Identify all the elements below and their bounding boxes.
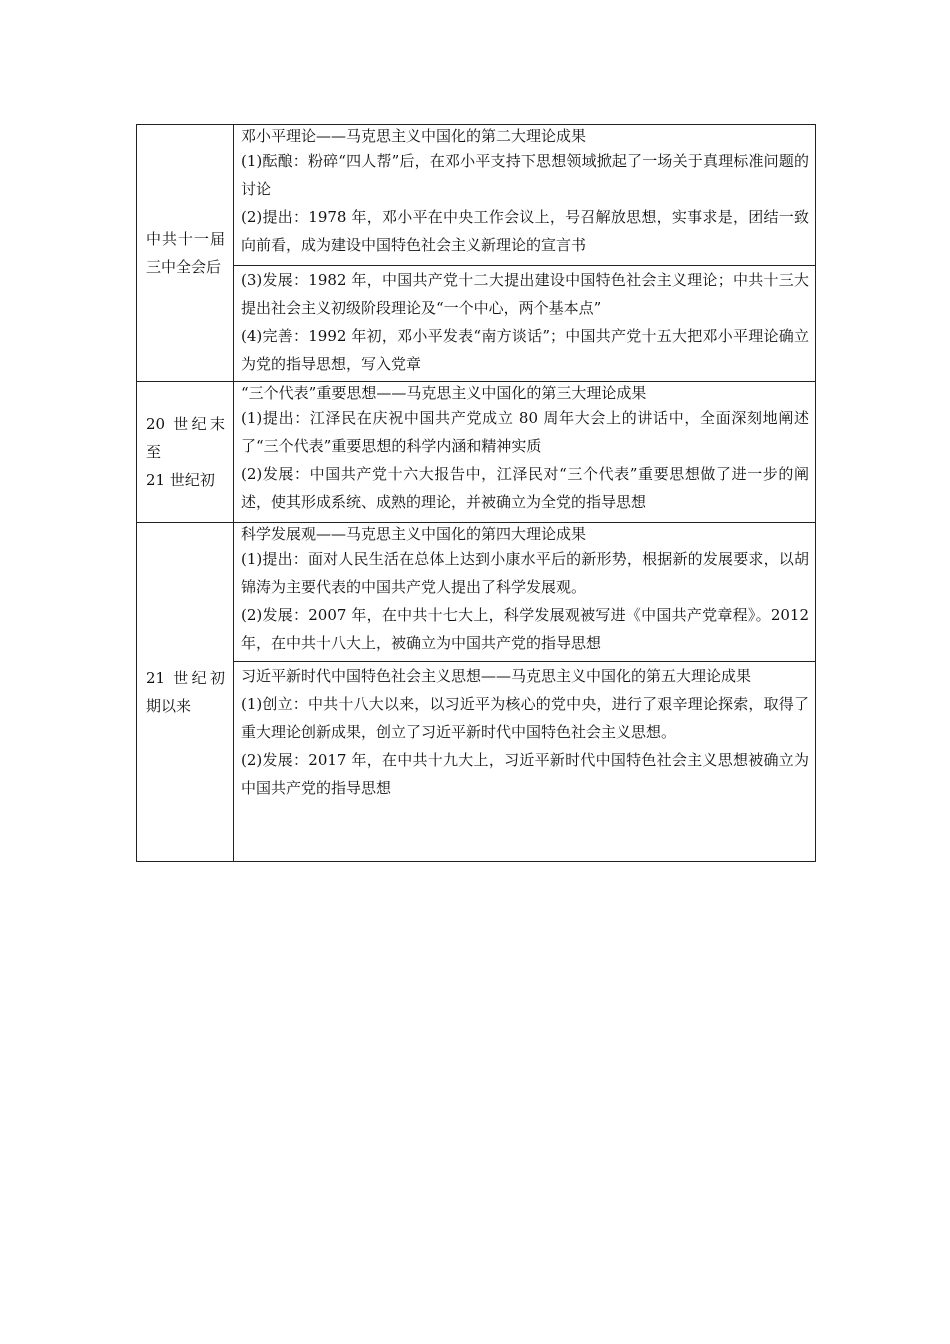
block-item: (1)酝酿：粉碎“四人帮”后，在邓小平支持下思想领域掀起了一场关于真理标准问题的讨论 (241, 152, 809, 198)
period-label-line: 21 世纪初 (146, 471, 215, 489)
block-item: (2)发展：2007 年，在中共十七大上，科学发展观被写进《中国共产党章程》。2012 年，在中共十八大上，被确立为中国共产党的指导思想 (241, 606, 809, 652)
block-item: (1)创立：中共十八大以来，以习近平为核心的党中央，进行了艰辛理论探索，取得了重大理论创新成果，创立了习近平新时代中国特色社会主义思想。 (241, 695, 809, 741)
period-cell (137, 125, 234, 382)
block-item: (1)提出：面对人民生活在总体上达到小康水平后的新形势，根据新的发展要求，以胡锦涛为主要代表的中国共产党人提出了科学发展观。 (241, 550, 809, 596)
table-row (137, 125, 816, 266)
block-title: 邓小平理论——马克思主义中国化的第二大理论成果 (241, 127, 587, 145)
table-row (137, 382, 816, 523)
period-cell (137, 382, 234, 523)
block-title: 习近平新时代中国特色社会主义思想——马克思主义中国化的第五大理论成果 (241, 667, 752, 685)
block-item: (2)发展：2017 年，在中共十九大上，习近平新时代中国特色社会主义思想被确立为中国共产党的指导思想 (241, 751, 809, 797)
block-item: (2)发展：中国共产党十六大报告中，江泽民对“三个代表”重要思想做了进一步的阐述，使其形成系统、成熟的理论，并被确立为全党的指导思想 (241, 465, 809, 511)
content-cell (234, 266, 816, 382)
table-row (137, 662, 816, 862)
block-item: (2)提出：1978 年，邓小平在中央工作会议上，号召解放思想，实事求是，团结一致向前看，成为建设中国特色社会主义新理论的宣言书 (241, 208, 809, 254)
content-cell (234, 523, 816, 662)
content-cell (234, 662, 816, 862)
block-item: (1)提出：江泽民在庆祝中国共产党成立 80 周年大会上的讲话中，全面深刻地阐述了“三个代表”重要思想的科学内涵和精神实质 (241, 409, 809, 455)
period-label: 21 世纪初期以来 (146, 669, 225, 715)
table-row (137, 266, 816, 382)
table-row (137, 523, 816, 662)
content-cell (234, 382, 816, 523)
block-item: (4)完善：1992 年初，邓小平发表“南方谈话”；中国共产党十五大把邓小平理论确立为党的指导思想，写入党章 (241, 327, 809, 373)
history-theory-table (136, 124, 816, 862)
period-label: 中共十一届三中全会后 (146, 230, 225, 276)
content-cell (234, 125, 816, 266)
block-item: (3)发展：1982 年，中国共产党十二大提出建设中国特色社会主义理论；中共十三大提出社会主义初级阶段理论及“一个中心，两个基本点” (241, 271, 809, 317)
period-label-line: 20 世纪末至 (146, 415, 225, 461)
block-title: 科学发展观——马克思主义中国化的第四大理论成果 (241, 525, 587, 543)
period-cell (137, 523, 234, 862)
block-title: “三个代表”重要思想——马克思主义中国化的第三大理论成果 (241, 384, 647, 402)
